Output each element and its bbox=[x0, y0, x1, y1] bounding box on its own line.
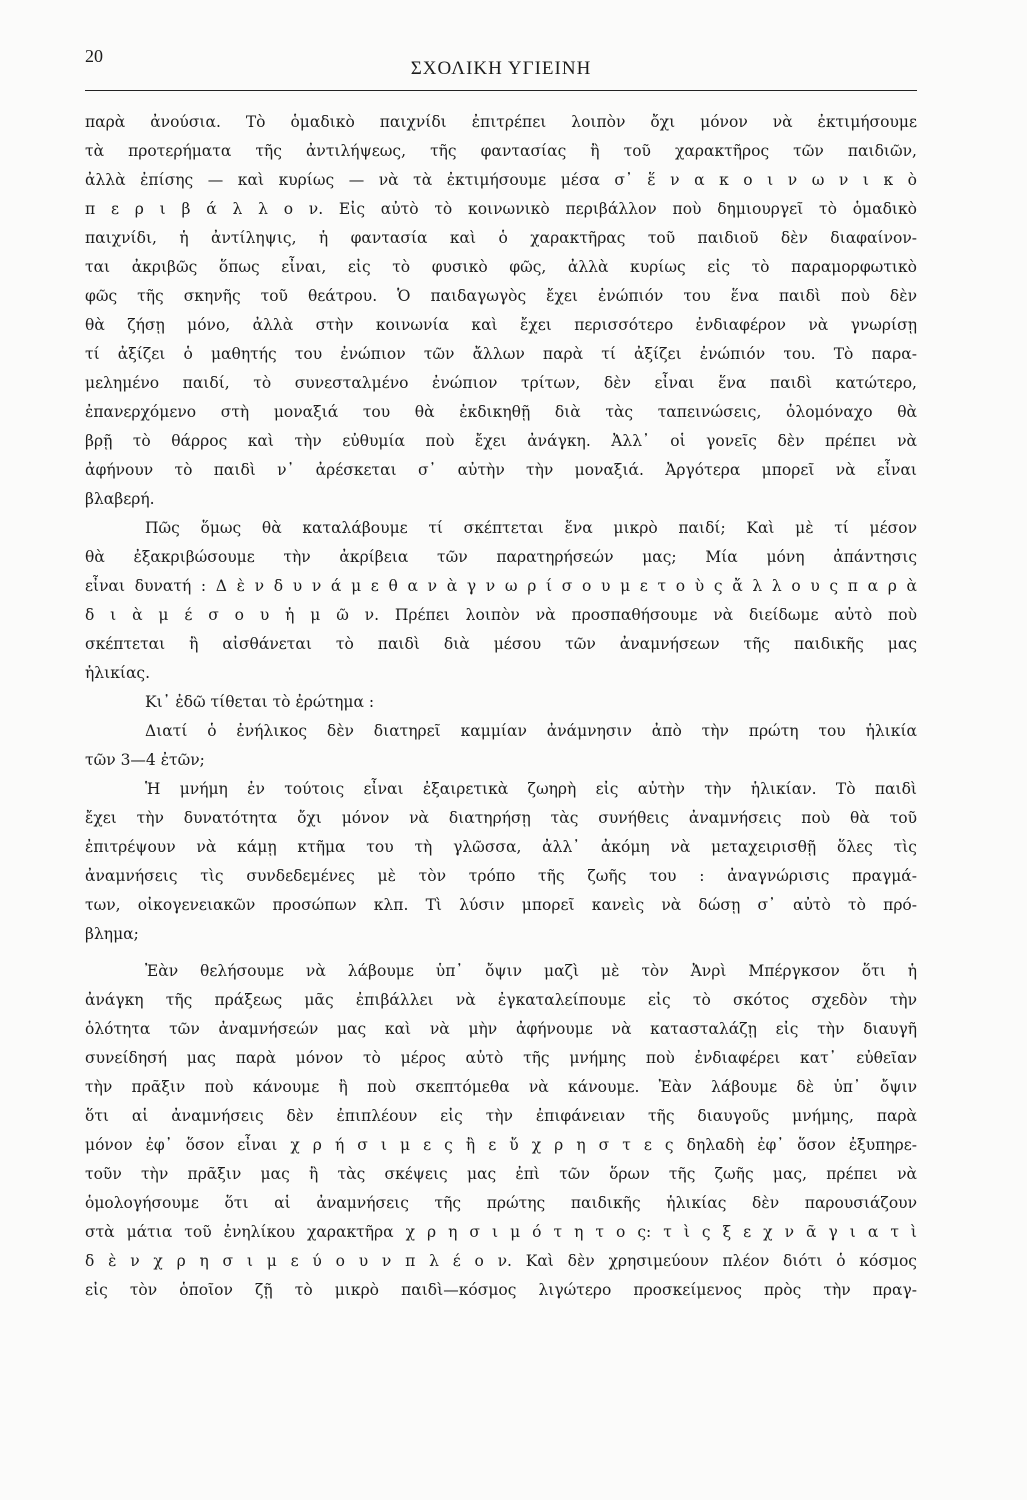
text-line: τοῦν τὴν πρᾶξιν μας ἢ τὰς σκέψεις μας ἐπὶ τῶν ὅρων τῆς ζωῆς μας, πρέπει νὰ bbox=[85, 1165, 917, 1183]
text-line: ἀναμνήσεις τὶς συνδεδεμένες μὲ τὸν τρόπο τῆς ζωῆς του : ἀναγνώρισις πραγμά- bbox=[85, 867, 917, 885]
paragraph bbox=[85, 775, 917, 949]
text-line: θὰ ἐξακριβώσουμε τὴν ἀκρίβεια τῶν παρατηρήσεών μας; Μία μόνη ἀπάντησις bbox=[85, 548, 917, 566]
text-line: εἰς τὸν ὁποῖον ζῇ τὸ μικρὸ παιδὶ—κόσμος λιγώτερο προσκείμενος πρὸς τὴν πραγ- bbox=[85, 1281, 917, 1299]
text-line: σκέπτεται ἢ αἰσθάνεται τὸ παιδὶ διὰ μέσου τῶν ἀναμνήσεων τῆς παιδικῆς μας bbox=[85, 635, 917, 653]
text-line: βλαβερή. bbox=[85, 490, 155, 508]
page-header bbox=[85, 46, 917, 86]
paragraph bbox=[85, 108, 917, 514]
text-line: μόνον ἐφ᾽ ὅσον εἶναι χ ρ ή σ ι μ ε ς ἢ ε ὔ χ ρ η σ τ ε ς δηλαδὴ ἐφ᾽ ὅσον ἐξυπηρε- bbox=[85, 1136, 917, 1154]
text-line: Ἐὰν θελήσουμε νὰ λάβουμε ὑπ᾽ ὄψιν μαζὶ μὲ τὸν Ἀνρὶ Μπέργκσον ὅτι ἡ bbox=[145, 962, 917, 980]
text-line: παρὰ ἀνούσια. Τὸ ὁμαδικὸ παιχνίδι ἐπιτρέπει λοιπὸν ὄχι μόνον νὰ ἐκτιμήσουμε bbox=[85, 113, 917, 131]
paragraph bbox=[85, 688, 917, 717]
text-line: Πῶς ὅμως θὰ καταλάβουμε τί σκέπτεται ἕνα μικρὸ παιδί; Καὶ μὲ τί μέσον bbox=[145, 519, 917, 537]
text-line: ται ἀκριβῶς ὅπως εἶναι, εἰς τὸ φυσικὸ φῶς, ἀλλὰ κυρίως εἰς τὸ παραμορφωτικὸ bbox=[85, 258, 917, 276]
text-line: δ ὲ ν χ ρ η σ ι μ ε ύ ο υ ν π λ έ ο ν. Καὶ δὲν χρησιμεύουν πλέον διότι ὁ κόσμος bbox=[85, 1252, 917, 1270]
text-line: δ ι ὰ μ έ σ ο υ ἡ μ ῶ ν. Πρέπει λοιπὸν νὰ προσπαθήσουμε νὰ διείδωμε αὐτὸ ποὺ bbox=[85, 606, 917, 624]
text-line: ἡλικίας. bbox=[85, 664, 151, 682]
text-line: φῶς τῆς σκηνῆς τοῦ θεάτρου. Ὁ παιδαγωγὸς ἔχει ἐνώπιόν του ἕνα παιδὶ ποὺ δὲν bbox=[85, 287, 917, 305]
text-line: τὰ προτερήματα τῆς ἀντιλήψεως, τῆς φαντασίας ἢ τοῦ χαρακτῆρος τῶν παιδιῶν, bbox=[85, 142, 917, 160]
text-line: θὰ ζήσῃ μόνο, ἀλλὰ στὴν κοινωνία καὶ ἔχει περισσότερο ἐνδιαφέρον νὰ γνωρίσῃ bbox=[85, 316, 917, 334]
text-line: ἐπανερχόμενο στὴ μοναξιά του θὰ ἐκδικηθῇ διὰ τὰς ταπεινώσεις, ὁλομόναχο θὰ bbox=[85, 403, 917, 421]
text-line: τῶν 3—4 ἐτῶν; bbox=[85, 751, 205, 769]
text-line: ἀνάγκη τῆς πράξεως μᾶς ἐπιβάλλει νὰ ἐγκαταλείπουμε εἰς τὸ σκότος σχεδὸν τὴν bbox=[85, 991, 917, 1009]
text-line: τί ἀξίζει ὁ μαθητής του ἐνώπιον τῶν ἄλλων παρὰ τί ἀξίζει ἐνώπιόν του. Τὸ παρα- bbox=[85, 345, 917, 363]
text-line: βρῇ τὸ θάρρος καὶ τὴν εὐθυμία ποὺ ἔχει ἀνάγκη. Ἀλλ᾽ οἱ γονεῖς δὲν πρέπει νὰ bbox=[85, 432, 917, 450]
paragraph bbox=[85, 717, 917, 775]
text-line: τὴν πρᾶξιν ποὺ κάνουμε ἢ ποὺ σκεπτόμεθα νὰ κάνουμε. Ἐὰν λάβουμε δὲ ὑπ᾽ ὄψιν bbox=[85, 1078, 917, 1096]
paragraph-gap bbox=[85, 949, 917, 957]
text-line: ἀφήνουν τὸ παιδὶ ν᾽ ἀρέσκεται σ᾽ αὐτὴν τὴν μοναξιά. Ἀργότερα μπορεῖ νὰ εἶναι bbox=[85, 461, 917, 479]
text-line: π ε ρ ι β ά λ λ ο ν. Εἰς αὐτὸ τὸ κοινωνικὸ περιβάλλον ποὺ δημιουργεῖ τὸ ὁμαδικὸ bbox=[85, 200, 917, 218]
text-line: βλημα; bbox=[85, 925, 139, 943]
header-rule bbox=[85, 90, 917, 91]
page-number: 20 bbox=[85, 46, 103, 66]
text-line: εἶναι δυνατή : Δ ὲ ν δ υ ν ά μ ε θ α ν ὰ γ ν ω ρ ί σ ο υ μ ε τ ο ὺ ς ἄ λ λ ο υ ς π α ρ ὰ bbox=[85, 577, 917, 595]
text-line: ἐπιτρέψουν νὰ κάμῃ κτῆμα του τὴ γλῶσσα, ἀλλ᾽ ἀκόμη νὰ μεταχειρισθῇ ὅλες τὶς bbox=[85, 838, 917, 856]
text-line: Ἡ μνήμη ἐν τούτοις εἶναι ἐξαιρετικὰ ζωηρὴ εἰς αὐτὴν τὴν ἡλικίαν. Τὸ παιδὶ bbox=[145, 780, 917, 798]
text-line: ὁλότητα τῶν ἀναμνήσεών μας καὶ νὰ μὴν ἀφήνουμε νὰ κατασταλάζῃ εἰς τὴν διαυγῆ bbox=[85, 1020, 917, 1038]
text-line: συνείδησή μας παρὰ μόνον τὸ μέρος αὐτὸ τῆς μνήμης ποὺ ἐνδιαφέρει κατ᾽ εὐθεῖαν bbox=[85, 1049, 917, 1067]
text-line: ὅτι αἱ ἀναμνήσεις δὲν ἐπιπλέουν εἰς τὴν ἐπιφάνειαν τῆς διαυγοῦς μνήμης, παρὰ bbox=[85, 1107, 917, 1125]
text-line: μελημένο παιδί, τὸ συνεσταλμένο ἐνώπιον τρίτων, δὲν εἶναι ἕνα παιδὶ κατώτερο, bbox=[85, 374, 917, 392]
body-text bbox=[85, 108, 917, 1305]
paragraph bbox=[85, 514, 917, 688]
text-line: ὁμολογήσουμε ὅτι αἱ ἀναμνήσεις τῆς πρώτης παιδικῆς ἡλικίας δὲν παρουσιάζουν bbox=[85, 1194, 917, 1212]
text-line: Διατί ὁ ἐνήλικος δὲν διατηρεῖ καμμίαν ἀνάμνησιν ἀπὸ τὴν πρώτη του ἡλικία bbox=[145, 722, 917, 740]
text-line: Κι᾽ ἐδῶ τίθεται τὸ ἐρώτημα : bbox=[145, 693, 375, 711]
text-line: ἔχει τὴν δυνατότητα ὄχι μόνον νὰ διατηρήσῃ τὰς συνήθεις ἀναμνήσεις ποὺ θὰ τοῦ bbox=[85, 809, 917, 827]
text-line: ἀλλὰ ἐπίσης — καὶ κυρίως — νὰ τὰ ἐκτιμήσουμε μέσα σ᾽ ἕ ν α κ ο ι ν ω ν ι κ ὸ bbox=[85, 171, 917, 189]
text-line: των, οἰκογενειακῶν προσώπων κλπ. Τὶ λύσιν μπορεῖ κανεὶς νὰ δώσῃ σ᾽ αὐτὸ τὸ πρό- bbox=[85, 896, 917, 914]
running-title: ΣΧΟΛΙΚΗ ΥΓΙΕΙΝΗ bbox=[410, 58, 592, 79]
paragraph bbox=[85, 957, 917, 1305]
text-line: στὰ μάτια τοῦ ἐνηλίκου χαρακτῆρα χ ρ η σ ι μ ό τ η τ ο ς: τ ὶ ς ξ ε χ ν ᾶ γ ι α τ ὶ bbox=[85, 1223, 917, 1241]
text-line: παιχνίδι, ἡ ἀντίληψις, ἡ φαντασία καὶ ὁ χαρακτῆρας τοῦ παιδιοῦ δὲν διαφαίνον- bbox=[85, 229, 917, 247]
